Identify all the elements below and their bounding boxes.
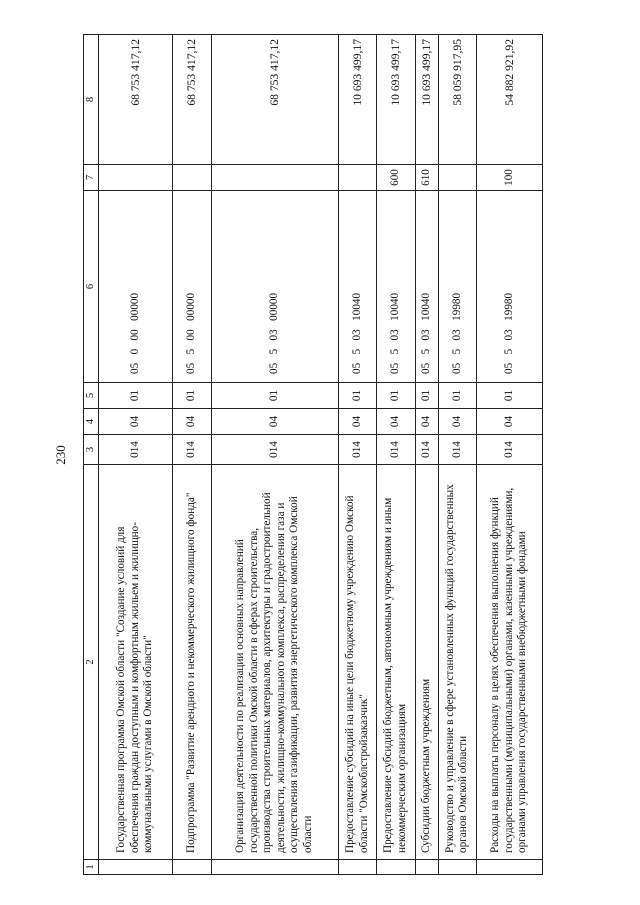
target-article-cell: 05 0 00 00000 (99, 191, 173, 383)
table-row (477, 35, 543, 875)
section-code-cell: 04 (438, 409, 476, 435)
description-cell: Предоставление субсидий на иные цели бюджетному учреждению Омской области "Омскоблстройзаказчик" (339, 465, 377, 860)
table-row (211, 35, 338, 875)
description-cell: Организация деятельности по реализации основных направлений государственной политики Омской области в сферах строительства, производства строительных материалов, архитектуры и градостроительной деятельности, жилищно-коммунального комплекса, распределения газа и осуществления газификации, развития энергетического комплекса Омской области (211, 465, 338, 860)
row-index-cell (477, 860, 543, 875)
table-row (339, 35, 377, 875)
col-header-3: 3 (84, 435, 99, 465)
ministry-code-cell: 014 (99, 435, 173, 465)
row-index-cell (173, 860, 211, 875)
budget-table (83, 34, 543, 875)
subsection-code-cell: 01 (211, 383, 338, 409)
target-article-cell: 05 5 03 19980 (438, 191, 476, 383)
col-header-1: 1 (84, 860, 99, 875)
col-header-7: 7 (84, 165, 99, 191)
amount-cell: 10 693 499,17 (339, 35, 377, 165)
target-article-cell: 05 5 03 10040 (377, 191, 415, 383)
description-cell: Государственная программа Омской области "Создание условий для обеспечения граждан доступным и комфортным жильем и жилищно-коммунальными услугами в Омской области" (99, 465, 173, 860)
amount-cell: 68 753 417,12 (99, 35, 173, 165)
row-index-cell (438, 860, 476, 875)
description-cell: Субсидии бюджетным учреждениям (415, 465, 438, 860)
col-header-5: 5 (84, 383, 99, 409)
description-cell: Руководство и управление в сфере установленных функций государственных органов Омской области (438, 465, 476, 860)
target-article-cell: 05 5 03 10040 (339, 191, 377, 383)
header-row (84, 35, 99, 875)
table-row (377, 35, 415, 875)
description-cell: Подпрограмма "Развитие арендного и некоммерческого жилищного фонда" (173, 465, 211, 860)
row-index-cell (377, 860, 415, 875)
section-code-cell: 04 (477, 409, 543, 435)
expense-type-cell: 100 (477, 165, 543, 191)
ministry-code-cell: 014 (377, 435, 415, 465)
subsection-code-cell: 01 (377, 383, 415, 409)
row-index-cell (211, 860, 338, 875)
expense-type-cell (211, 165, 338, 191)
table-row (415, 35, 438, 875)
expense-type-cell: 600 (377, 165, 415, 191)
section-code-cell: 04 (173, 409, 211, 435)
table-row (173, 35, 211, 875)
target-article-cell: 05 5 03 00000 (211, 191, 338, 383)
section-code-cell: 04 (211, 409, 338, 435)
subsection-code-cell: 01 (438, 383, 476, 409)
row-index-cell (99, 860, 173, 875)
amount-cell: 10 693 499,17 (377, 35, 415, 165)
amount-cell: 10 693 499,17 (415, 35, 438, 165)
amount-cell: 58 059 917,95 (438, 35, 476, 165)
rotated-content (53, 35, 543, 875)
table-row (438, 35, 476, 875)
expense-type-cell: 610 (415, 165, 438, 191)
page-number: 230 (53, 445, 68, 465)
ministry-code-cell: 014 (438, 435, 476, 465)
section-code-cell: 04 (415, 409, 438, 435)
target-article-cell: 05 5 03 19980 (477, 191, 543, 383)
section-code-cell: 04 (99, 409, 173, 435)
section-code-cell: 04 (377, 409, 415, 435)
ministry-code-cell: 014 (211, 435, 338, 465)
ministry-code-cell: 014 (477, 435, 543, 465)
section-code-cell: 04 (339, 409, 377, 435)
expense-type-cell (339, 165, 377, 191)
subsection-code-cell: 01 (173, 383, 211, 409)
row-index-cell (339, 860, 377, 875)
expense-type-cell (438, 165, 476, 191)
ministry-code-cell: 014 (339, 435, 377, 465)
target-article-cell: 05 5 03 10040 (415, 191, 438, 383)
table-row (99, 35, 173, 875)
subsection-code-cell: 01 (99, 383, 173, 409)
amount-cell: 68 753 417,12 (211, 35, 338, 165)
amount-cell: 54 882 921,92 (477, 35, 543, 165)
subsection-code-cell: 01 (415, 383, 438, 409)
description-cell: Предоставление субсидий бюджетным, автономным учреждениям и иным некоммерческим организациям (377, 465, 415, 860)
target-article-cell: 05 5 00 00000 (173, 191, 211, 383)
ministry-code-cell: 014 (173, 435, 211, 465)
col-header-8: 8 (84, 35, 99, 165)
col-header-2: 2 (84, 465, 99, 860)
subsection-code-cell: 01 (339, 383, 377, 409)
row-index-cell (415, 860, 438, 875)
ministry-code-cell: 014 (415, 435, 438, 465)
subsection-code-cell: 01 (477, 383, 543, 409)
amount-cell: 68 753 417,12 (173, 35, 211, 165)
col-header-6: 6 (84, 191, 99, 383)
description-cell: Расходы на выплаты персоналу в целях обеспечения выполнения функций государственными (муниципальными) органами, казенными учреждениями, органами управления государственными внебюджетными фондами (477, 465, 543, 860)
expense-type-cell (173, 165, 211, 191)
expense-type-cell (99, 165, 173, 191)
col-header-4: 4 (84, 409, 99, 435)
